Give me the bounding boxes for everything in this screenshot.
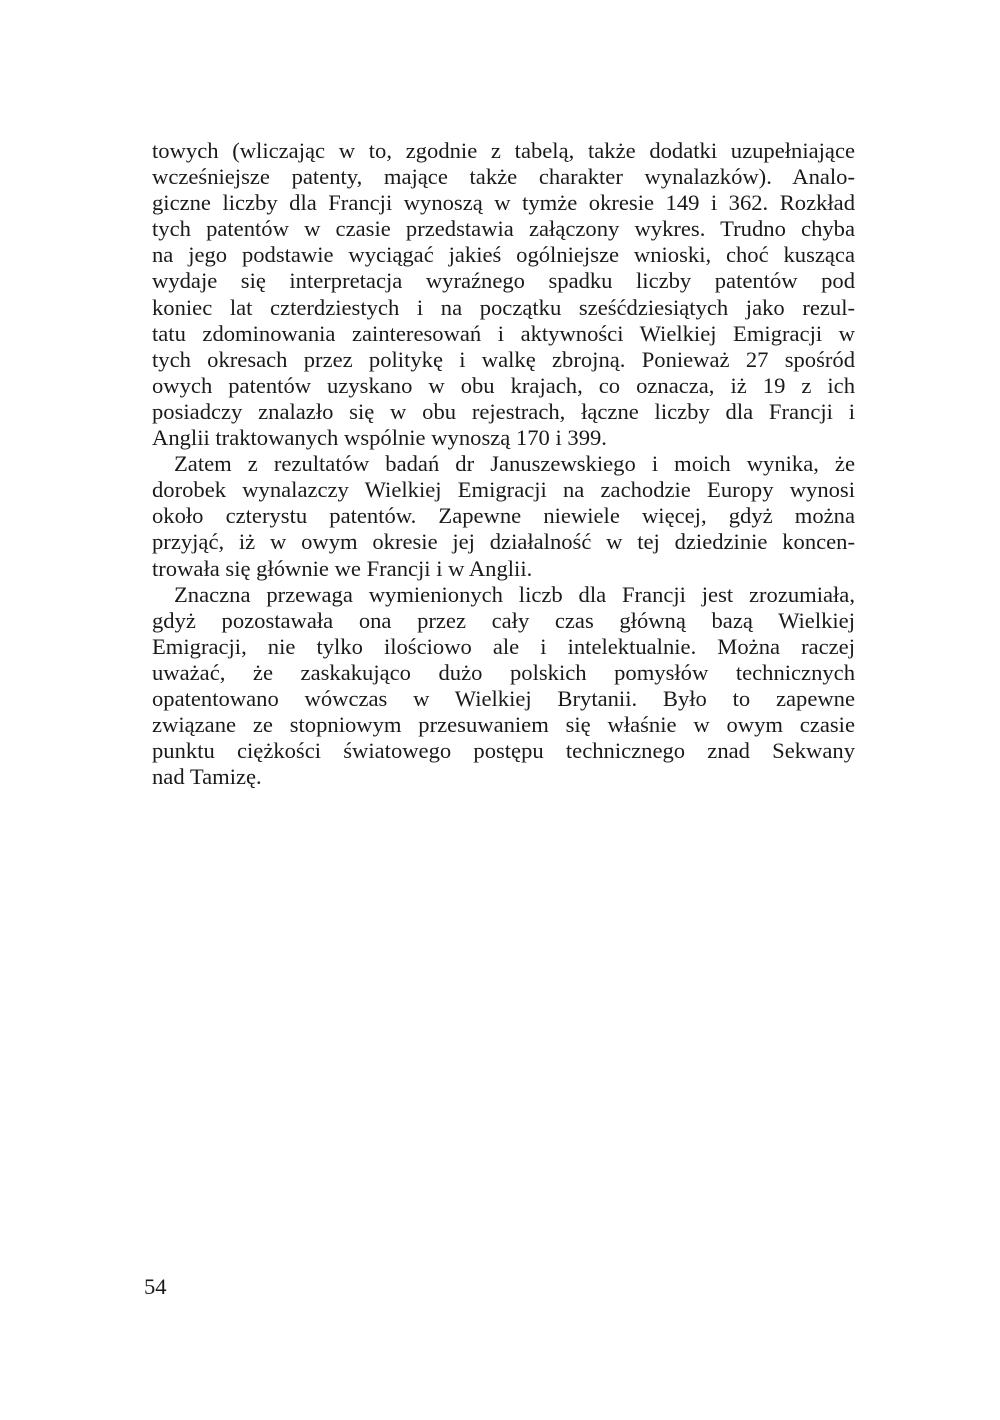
text-line: nad Tamizę. [152,764,262,790]
body-text [152,138,855,790]
text-line: tatu zdominowania zainteresowań i aktywności Wielkiej Emigracji w [152,320,855,346]
text-line: około czterystu patentów. Zapewne niewiele więcej, gdyż można [152,503,855,529]
text-line: uważać, że zaskakująco dużo polskich pomysłów technicznych [152,659,855,685]
text-line: towych (wliczając w to, zgodnie z tabelą, także dodatki uzupełniające [152,138,855,163]
text-line: przyjąć, iż w owym okresie jej działalność w tej dziedzinie koncen- [152,529,855,555]
text-line: na jego podstawie wyciągać jakieś ogólniejsze wnioski, choć kusząca [152,242,855,268]
text-line: opatentowano wówczas w Wielkiej Brytanii. Było to zapewne [152,685,855,711]
text-line: posiadczy znalazło się w obu rejestrach, łączne liczby dla Francji i [152,398,855,424]
text-line: dorobek wynalazczy Wielkiej Emigracji na zachodzie Europy wynosi [152,477,855,503]
text-line: tych okresach przez politykę i walkę zbrojną. Ponieważ 27 spośród [152,346,855,372]
text-line: wcześniejsze patenty, mające także charakter wynalazków). Analo- [152,164,855,190]
text-line: Znaczna przewaga wymienionych liczb dla Francji jest zrozumiała, [174,581,855,607]
text-line: trowała się głównie we Francji i w Anglii. [152,555,533,581]
page-number: 54 [144,1274,167,1299]
text-line: wydaje się interpretacja wyraźnego spadku liczby patentów pod [152,268,855,294]
text-line: gdyż pozostawała ona przez cały czas główną bazą Wielkiej [152,607,855,633]
text-line: Anglii traktowanych wspólnie wynoszą 170 i 399. [152,425,607,451]
text-line: związane ze stopniowym przesuwaniem się właśnie w owym czasie [152,712,855,738]
text-line: punktu ciężkości światowego postępu technicznego znad Sekwany [152,738,855,764]
text-line: tych patentów w czasie przedstawia załączony wykres. Trudno chyba [152,216,855,242]
text-line: koniec lat czterdziestych i na początku sześćdziesiątych jako rezul- [152,294,855,320]
text-line: Emigracji, nie tylko ilościowo ale i intelektualnie. Można raczej [152,633,855,659]
text-line: Zatem z rezultatów badań dr Januszewskiego i moich wynika, że [174,451,855,477]
text-line: giczne liczby dla Francji wynoszą w tymże okresie 149 i 362. Rozkład [152,190,855,216]
text-line: owych patentów uzyskano w obu krajach, co oznacza, iż 19 z ich [152,372,855,398]
